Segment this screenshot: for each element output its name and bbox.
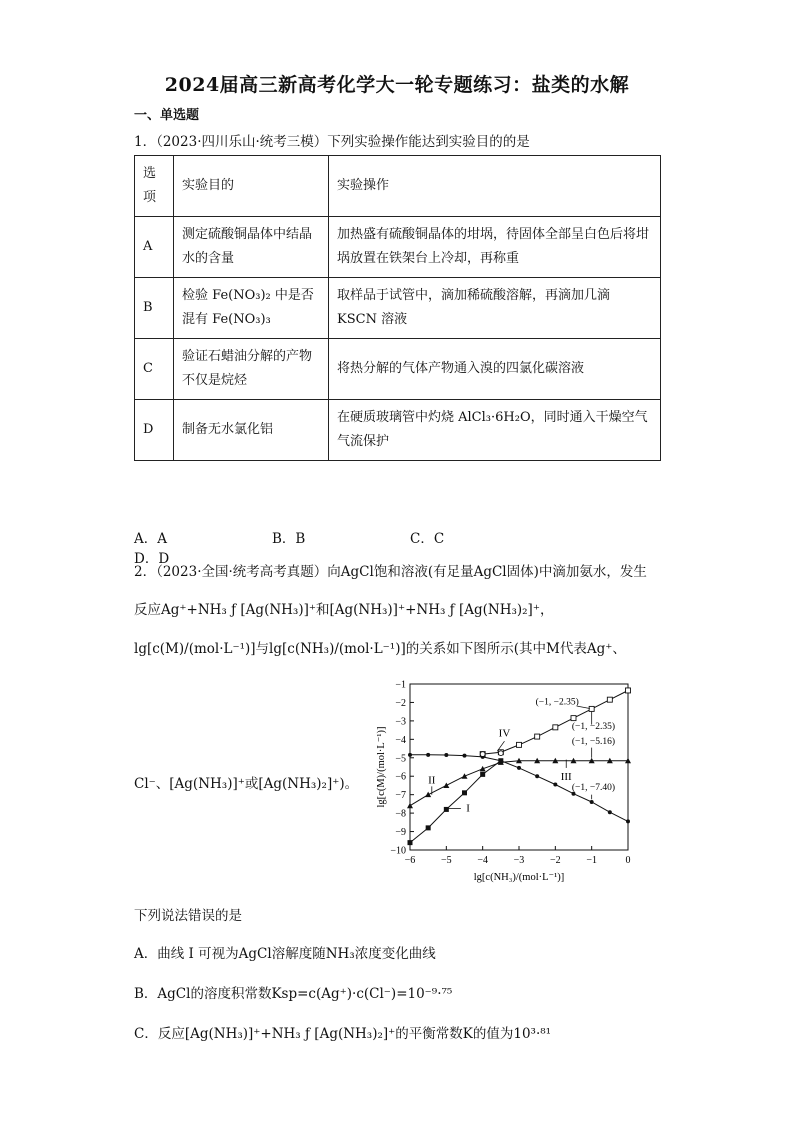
point-III [426,753,430,757]
point-IV [553,725,558,730]
question-2-option-a[interactable]: A．曲线 I 可视为AgCl溶解度随NH₃浓度变化曲线 [134,946,436,962]
row-goal: 检验 Fe(NO₃)₂ 中是否混有 Fe(NO₃)₃ [174,278,329,339]
open-circle-point [498,751,503,756]
point-III [553,783,557,787]
header-operation: 实验操作 [329,156,661,217]
point-IV [626,688,631,693]
x-tick-label: −2 [550,855,561,866]
point-IV [607,697,612,702]
curve-label-II: II [428,774,436,787]
question-2-line-3: lg[c(M)/(mol·L⁻¹)]与lg[c(NH₃)/(mol·L⁻¹)]的关系如下图所示(其中M代表Ag⁺、 [134,641,626,657]
point-III [444,753,448,757]
x-axis-label: lg[c(NH₃)/(mol·L⁻¹)] [473,872,565,883]
point-I [408,840,413,845]
point-II [425,792,431,798]
table-header-row [135,156,661,217]
concentration-chart [372,676,642,888]
choice-d[interactable]: D．D [134,551,170,567]
point-IV [535,734,540,739]
curve-label-I: I [466,802,470,815]
point-annotation: (−1, −2.35) [535,697,579,708]
y-tick-label: −5 [395,753,406,765]
row-goal: 验证石蜡油分解的产物不仅是烷烃 [174,339,329,400]
y-tick-label: −2 [395,697,406,709]
point-III [590,800,594,804]
y-tick-label: −10 [390,845,406,857]
y-tick-label: −6 [395,771,406,783]
section-heading: 一、单选题 [134,108,200,123]
row-operation: 取样品于试管中，滴加稀硫酸溶解，再滴加几滴 KSCN 溶液 [329,278,661,339]
annotation-arrow [577,706,590,708]
choice-c[interactable]: C．C [410,531,445,547]
question-2-line-1: 2．（2023·全国·统考高考真题）向AgCl饱和溶液(有足量AgCl固体)中滴加氨水，发生 [134,564,647,580]
point-III [535,774,539,778]
curve-label-III: III [560,770,572,783]
point-III [608,810,612,814]
x-tick-label: −6 [404,855,416,866]
question-2-option-b[interactable]: B．AgCl的溶度积常数Ksp=c(Ag⁺)·c(Cl⁻)=10⁻⁹·⁷⁵ [134,986,453,1002]
choice-a[interactable]: A．A [134,531,167,547]
point-annotation: (−1, −2.35) [571,722,616,733]
x-tick-label: −1 [586,855,597,866]
row-option: D [135,400,174,461]
row-goal: 制备无水氯化铝 [174,400,329,461]
x-tick-label: 0 [625,855,631,866]
curve-label-IV: IV [498,727,511,740]
y-axis-label: lg[c(M)/(mol·L⁻¹)] [376,726,387,808]
row-operation: 在硬质玻璃管中灼烧 AlCl₃·6H₂O，同时通入干燥空气气流保护 [329,400,661,461]
point-IV [517,742,522,747]
point-annotation: (−1, −7.40) [571,783,616,794]
open-circle-point [480,752,485,757]
table-row [135,339,661,400]
y-tick-label: −1 [395,679,406,691]
point-I [480,772,485,777]
point-I [444,807,449,812]
table-row [135,400,661,461]
point-IV [589,706,594,711]
point-III [517,766,521,770]
question-2-option-c[interactable]: C．反应[Ag(NH₃)]⁺+NH₃ ƒ [Ag(NH₃)₂]⁺的平衡常数K的值为10³·⁸¹ [134,1026,552,1042]
x-tick-label: −4 [477,855,488,866]
question-1-stem: 1．（2023·四川乐山·统考三模）下列实验操作能达到实验目的的是 [134,134,530,150]
series-line-I [410,761,501,843]
point-II [462,773,468,779]
y-tick-label: −7 [395,790,406,802]
x-tick-label: −5 [441,855,452,866]
question-2-prompt: 下列说法错误的是 [134,908,242,924]
point-III [408,753,412,757]
row-operation: 加热盛有硫酸铜晶体的坩埚，待固体全部呈白色后将坩埚放置在铁架台上冷却，再称重 [329,217,661,278]
y-tick-label: −3 [395,716,406,728]
row-option: C [135,339,174,400]
header-goal: 实验目的 [174,156,329,217]
point-IV [571,716,576,721]
question-2-line-4: Cl⁻、[Ag(NH₃)]⁺或[Ag(NH₃)₂]⁺)。 [134,776,359,792]
row-option: B [135,278,174,339]
row-operation: 将热分解的气体产物通入溴的四氯化碳溶液 [329,339,661,400]
table-row [135,278,661,339]
point-I [462,790,467,795]
x-tick-label: −3 [513,855,525,866]
y-tick-label: −8 [395,808,406,820]
row-option: A [135,217,174,278]
point-I [426,825,431,830]
y-tick-label: −9 [395,827,406,839]
point-III [626,819,630,823]
point-II [443,782,449,788]
header-option: 选项 [135,156,174,217]
point-II [407,803,413,809]
y-tick-label: −4 [395,734,406,746]
question-2-line-2: 反应Ag⁺+NH₃ ƒ [Ag(NH₃)]⁺和[Ag(NH₃)]⁺+NH₃ ƒ [Ag(NH₃)₂]⁺， [134,602,554,618]
choice-b[interactable]: B．B [272,531,306,547]
experiment-table [134,155,661,461]
point-annotation: (−1, −5.16) [571,736,616,747]
row-goal: 测定硫酸铜晶体中结晶水的含量 [174,217,329,278]
table-row [135,217,661,278]
point-III [463,754,467,758]
point-III [499,759,503,763]
page-title: 2024届高三新高考化学大一轮专题练习：盐类的水解 [164,74,630,96]
